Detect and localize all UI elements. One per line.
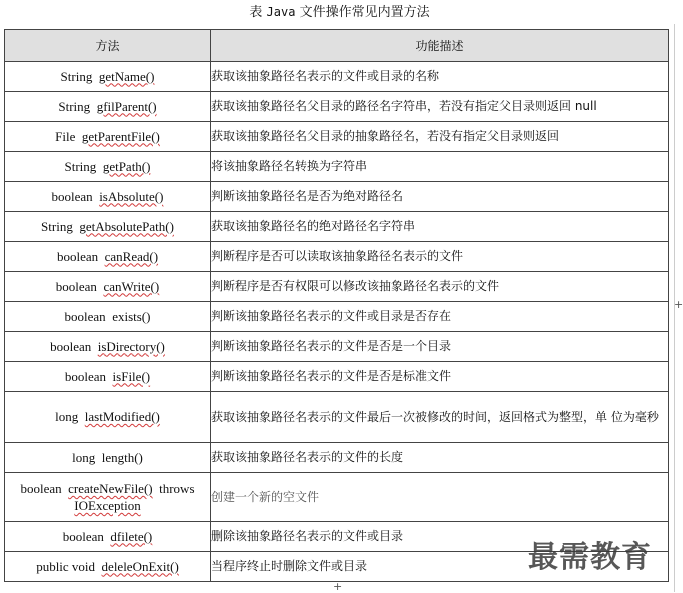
table-row	[5, 473, 669, 522]
table-row	[5, 302, 669, 332]
method-cell	[5, 242, 211, 272]
method-return-type: boolean	[64, 308, 106, 324]
description-cell: 删除该抽象路径名表示的文件或目录	[211, 522, 669, 552]
method-name: isFile()	[112, 368, 151, 384]
table-row	[5, 242, 669, 272]
method-name: lastModified()	[84, 409, 160, 424]
description-cell: 创建一个新的空文件	[211, 473, 669, 522]
methods-table	[4, 29, 669, 582]
table-row	[5, 362, 669, 392]
method-cell	[5, 332, 211, 362]
method-return-type: long	[55, 409, 79, 424]
method-cell	[5, 212, 211, 242]
method-return-type: boolean	[55, 278, 97, 294]
description-cell: 获取该抽象路径名父目录的路径名字符串，若没有指定父目录则返回 null	[211, 92, 669, 122]
description-cell: 获取该抽象路径名的绝对路径名字符串	[211, 212, 669, 242]
method-cell	[5, 62, 211, 92]
table-row	[5, 332, 669, 362]
table-row	[5, 62, 669, 92]
table-header-row	[5, 30, 669, 62]
caption-code: Java	[266, 5, 296, 19]
method-cell	[5, 152, 211, 182]
plus-icon[interactable]: +	[674, 298, 683, 311]
method-cell	[5, 92, 211, 122]
description-cell: 当程序终止时删除文件或目录	[211, 552, 669, 582]
description-cell: 获取该抽象路径名表示的文件或目录的名称	[211, 62, 669, 92]
method-name: deleleOnExit()	[101, 558, 179, 574]
method-name: getAbsolutePath()	[79, 218, 174, 234]
method-name: createNewFile()	[68, 481, 153, 496]
method-return-type: public void	[36, 558, 96, 574]
method-return-type: boolean	[20, 481, 62, 496]
method-name: canRead()	[104, 248, 159, 264]
description-cell: 将该抽象路径名转换为字符串	[211, 152, 669, 182]
table-row	[5, 182, 669, 212]
method-return-type: boolean	[62, 528, 104, 544]
method-name: getPath()	[102, 158, 151, 174]
method-cell	[5, 522, 211, 552]
method-name: getName()	[98, 68, 155, 84]
table-row	[5, 122, 669, 152]
description-cell: 判断该抽象路径名表示的文件是否是标准文件	[211, 362, 669, 392]
method-cell	[5, 473, 211, 522]
table-row	[5, 212, 669, 242]
caption-prefix: 表	[249, 5, 267, 20]
method-cell	[5, 392, 211, 443]
method-cell	[5, 552, 211, 582]
table-row	[5, 92, 669, 122]
method-name: length()	[101, 449, 143, 465]
method-return-type: File	[55, 128, 76, 144]
method-return-type: boolean	[51, 188, 93, 204]
method-name: canWrite()	[103, 278, 160, 294]
description-cell: 判断该抽象路径名表示的文件或目录是否存在	[211, 302, 669, 332]
description-cell: 获取该抽象路径名表示的文件最后一次被修改的时间，返回格式为整型，单 位为毫秒	[211, 392, 669, 443]
method-exception: IOException	[74, 498, 141, 513]
method-return-type: String	[41, 218, 73, 234]
method-name: getParentFile()	[81, 128, 160, 144]
table-row	[5, 392, 669, 443]
method-return-type: long	[72, 449, 96, 465]
table-row	[5, 152, 669, 182]
table-caption	[0, 0, 679, 24]
plus-icon[interactable]: +	[333, 580, 343, 593]
header-method: 方法	[5, 30, 211, 62]
table-row	[5, 272, 669, 302]
method-cell	[5, 362, 211, 392]
method-name: isDirectory()	[97, 338, 165, 354]
header-description: 功能描述	[211, 30, 669, 62]
method-return-type: boolean	[56, 248, 99, 264]
method-cell	[5, 443, 211, 473]
description-cell: 判断该抽象路径名表示的文件是否是一个目录	[211, 332, 669, 362]
method-return-type: String	[58, 98, 91, 114]
method-name: dfilete()	[110, 528, 153, 544]
caption-suffix: 文件操作常见内置方法	[295, 5, 430, 20]
description-cell: 获取该抽象路径名表示的文件的长度	[211, 443, 669, 473]
method-name: exists()	[112, 308, 151, 324]
method-cell	[5, 272, 211, 302]
table-row	[5, 443, 669, 473]
method-name: gfilParent()	[96, 98, 157, 114]
description-cell: 判断程序是否有权限可以修改该抽象路径名表示的文件	[211, 272, 669, 302]
description-cell: 判断程序是否可以读取该抽象路径名表示的文件	[211, 242, 669, 272]
description-cell: 获取该抽象路径名父目录的抽象路径名，若没有指定父目录则返回	[211, 122, 669, 152]
method-throws-keyword: throws	[159, 481, 195, 496]
description-cell: 判断该抽象路径名是否为绝对路径名	[211, 182, 669, 212]
method-return-type: boolean	[50, 338, 92, 354]
method-return-type: boolean	[64, 368, 107, 384]
method-return-type: String	[60, 68, 93, 84]
method-return-type: String	[64, 158, 97, 174]
watermark-logo: 最需教育	[528, 540, 652, 575]
method-cell	[5, 182, 211, 212]
method-name: isAbsolute()	[99, 188, 164, 204]
method-cell	[5, 122, 211, 152]
method-cell	[5, 302, 211, 332]
